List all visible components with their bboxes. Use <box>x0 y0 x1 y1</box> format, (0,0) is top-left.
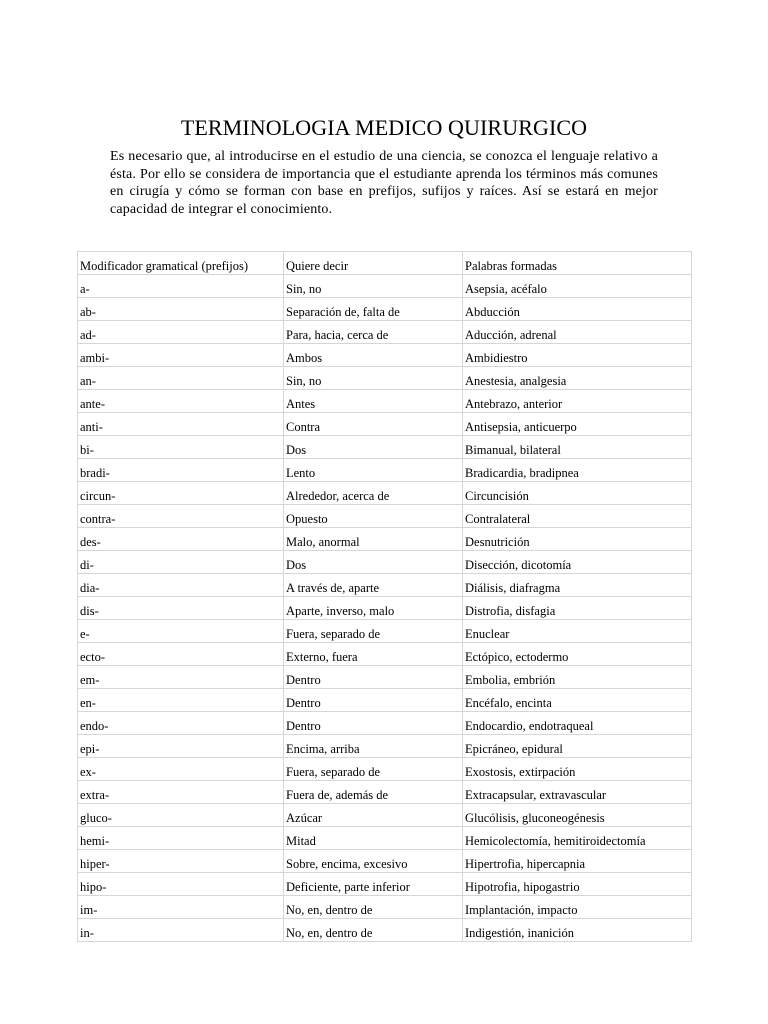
meaning-cell: Lento <box>284 459 463 482</box>
table-row <box>78 758 692 781</box>
prefix-cell: ex- <box>78 758 284 781</box>
meaning-cell: Aparte, inverso, malo <box>284 597 463 620</box>
meaning-cell: Contra <box>284 413 463 436</box>
formed-words-cell: Abducción <box>463 298 692 321</box>
prefix-cell: em- <box>78 666 284 689</box>
prefix-cell: ecto- <box>78 643 284 666</box>
meaning-cell: Externo, fuera <box>284 643 463 666</box>
meaning-cell: Dentro <box>284 666 463 689</box>
prefix-cell: dia- <box>78 574 284 597</box>
table-row <box>78 850 692 873</box>
prefix-cell: des- <box>78 528 284 551</box>
formed-words-cell: Hemicolectomía, hemitiroidectomía <box>463 827 692 850</box>
formed-words-cell: Endocardio, endotraqueal <box>463 712 692 735</box>
meaning-cell: Mitad <box>284 827 463 850</box>
table-row <box>78 505 692 528</box>
formed-words-cell: Epicráneo, epidural <box>463 735 692 758</box>
table-row <box>78 528 692 551</box>
meaning-cell: Antes <box>284 390 463 413</box>
prefix-cell: ad- <box>78 321 284 344</box>
table-row <box>78 873 692 896</box>
table-row <box>78 919 692 942</box>
table-row <box>78 482 692 505</box>
formed-words-cell: Embolia, embrión <box>463 666 692 689</box>
table-body <box>78 252 692 942</box>
prefix-cell: en- <box>78 689 284 712</box>
table-row <box>78 436 692 459</box>
meaning-cell: No, en, dentro de <box>284 896 463 919</box>
meaning-cell: Separación de, falta de <box>284 298 463 321</box>
prefix-cell: di- <box>78 551 284 574</box>
table-row <box>78 298 692 321</box>
table-row <box>78 827 692 850</box>
prefix-cell: e- <box>78 620 284 643</box>
header-formed-words: Palabras formadas <box>463 252 692 275</box>
meaning-cell: Dos <box>284 436 463 459</box>
table-row <box>78 551 692 574</box>
meaning-cell: Opuesto <box>284 505 463 528</box>
meaning-cell: Sobre, encima, excesivo <box>284 850 463 873</box>
prefix-cell: anti- <box>78 413 284 436</box>
table-row <box>78 666 692 689</box>
meaning-cell: Encima, arriba <box>284 735 463 758</box>
prefix-cell: hipo- <box>78 873 284 896</box>
prefix-cell: dis- <box>78 597 284 620</box>
table-row <box>78 321 692 344</box>
meaning-cell: A través de, aparte <box>284 574 463 597</box>
formed-words-cell: Disección, dicotomía <box>463 551 692 574</box>
prefix-cell: im- <box>78 896 284 919</box>
meaning-cell: Fuera, separado de <box>284 758 463 781</box>
table-row <box>78 712 692 735</box>
meaning-cell: Malo, anormal <box>284 528 463 551</box>
meaning-cell: Sin, no <box>284 367 463 390</box>
prefix-cell: ambi- <box>78 344 284 367</box>
table-row <box>78 689 692 712</box>
prefix-cell: bi- <box>78 436 284 459</box>
formed-words-cell: Ambidiestro <box>463 344 692 367</box>
table-row <box>78 643 692 666</box>
prefix-cell: endo- <box>78 712 284 735</box>
formed-words-cell: Antisepsia, anticuerpo <box>463 413 692 436</box>
formed-words-cell: Asepsia, acéfalo <box>463 275 692 298</box>
formed-words-cell: Distrofia, disfagia <box>463 597 692 620</box>
formed-words-cell: Implantación, impacto <box>463 896 692 919</box>
formed-words-cell: Indigestión, inanición <box>463 919 692 942</box>
prefix-cell: gluco- <box>78 804 284 827</box>
formed-words-cell: Enuclear <box>463 620 692 643</box>
formed-words-cell: Hipotrofia, hipogastrio <box>463 873 692 896</box>
formed-words-cell: Diálisis, diafragma <box>463 574 692 597</box>
header-meaning: Quiere decir <box>284 252 463 275</box>
meaning-cell: Deficiente, parte inferior <box>284 873 463 896</box>
formed-words-cell: Aducción, adrenal <box>463 321 692 344</box>
formed-words-cell: Antebrazo, anterior <box>463 390 692 413</box>
meaning-cell: Fuera de, además de <box>284 781 463 804</box>
table-row <box>78 390 692 413</box>
meaning-cell: Fuera, separado de <box>284 620 463 643</box>
terminology-table <box>77 251 692 942</box>
prefix-cell: ab- <box>78 298 284 321</box>
prefix-cell: an- <box>78 367 284 390</box>
meaning-cell: Dentro <box>284 689 463 712</box>
prefix-cell: a- <box>78 275 284 298</box>
prefix-cell: circun- <box>78 482 284 505</box>
prefix-cell: contra- <box>78 505 284 528</box>
table-row <box>78 620 692 643</box>
table-row <box>78 804 692 827</box>
table-row <box>78 574 692 597</box>
formed-words-cell: Encéfalo, encinta <box>463 689 692 712</box>
table-header-row <box>78 252 692 275</box>
prefix-cell: hemi- <box>78 827 284 850</box>
table-row <box>78 781 692 804</box>
formed-words-cell: Extracapsular, extravascular <box>463 781 692 804</box>
meaning-cell: Dentro <box>284 712 463 735</box>
formed-words-cell: Glucólisis, gluconeogénesis <box>463 804 692 827</box>
formed-words-cell: Exostosis, extirpación <box>463 758 692 781</box>
meaning-cell: Ambos <box>284 344 463 367</box>
prefix-cell: epi- <box>78 735 284 758</box>
table-row <box>78 413 692 436</box>
formed-words-cell: Anestesia, analgesia <box>463 367 692 390</box>
table-row <box>78 459 692 482</box>
formed-words-cell: Desnutrición <box>463 528 692 551</box>
intro-paragraph: Es necesario que, al introducirse en el estudio de una ciencia, se conozca el lenguaje relativo a ésta. Por ello se considera de importancia que el estudiante aprenda los términos más comunes en cirugía y cómo se forman con base en prefijos, sufijos y raíces. Así se estará en mejor capacidad de integrar el conocimiento. <box>110 149 658 217</box>
page-title: TERMINOLOGIA MEDICO QUIRURGICO <box>180 115 588 140</box>
table-row <box>78 896 692 919</box>
table-row <box>78 735 692 758</box>
prefix-cell: ante- <box>78 390 284 413</box>
meaning-cell: No, en, dentro de <box>284 919 463 942</box>
table-row <box>78 344 692 367</box>
formed-words-cell: Circuncisión <box>463 482 692 505</box>
formed-words-cell: Bradicardia, bradipnea <box>463 459 692 482</box>
formed-words-cell: Ectópico, ectodermo <box>463 643 692 666</box>
formed-words-cell: Hipertrofia, hipercapnia <box>463 850 692 873</box>
meaning-cell: Sin, no <box>284 275 463 298</box>
prefix-cell: in- <box>78 919 284 942</box>
prefix-cell: extra- <box>78 781 284 804</box>
meaning-cell: Dos <box>284 551 463 574</box>
prefix-cell: hiper- <box>78 850 284 873</box>
formed-words-cell: Bimanual, bilateral <box>463 436 692 459</box>
table-row <box>78 367 692 390</box>
meaning-cell: Para, hacia, cerca de <box>284 321 463 344</box>
meaning-cell: Alrededor, acerca de <box>284 482 463 505</box>
meaning-cell: Azúcar <box>284 804 463 827</box>
formed-words-cell: Contralateral <box>463 505 692 528</box>
prefix-cell: bradi- <box>78 459 284 482</box>
table-row <box>78 597 692 620</box>
table-row <box>78 275 692 298</box>
header-prefix: Modificador gramatical (prefijos) <box>78 252 284 275</box>
